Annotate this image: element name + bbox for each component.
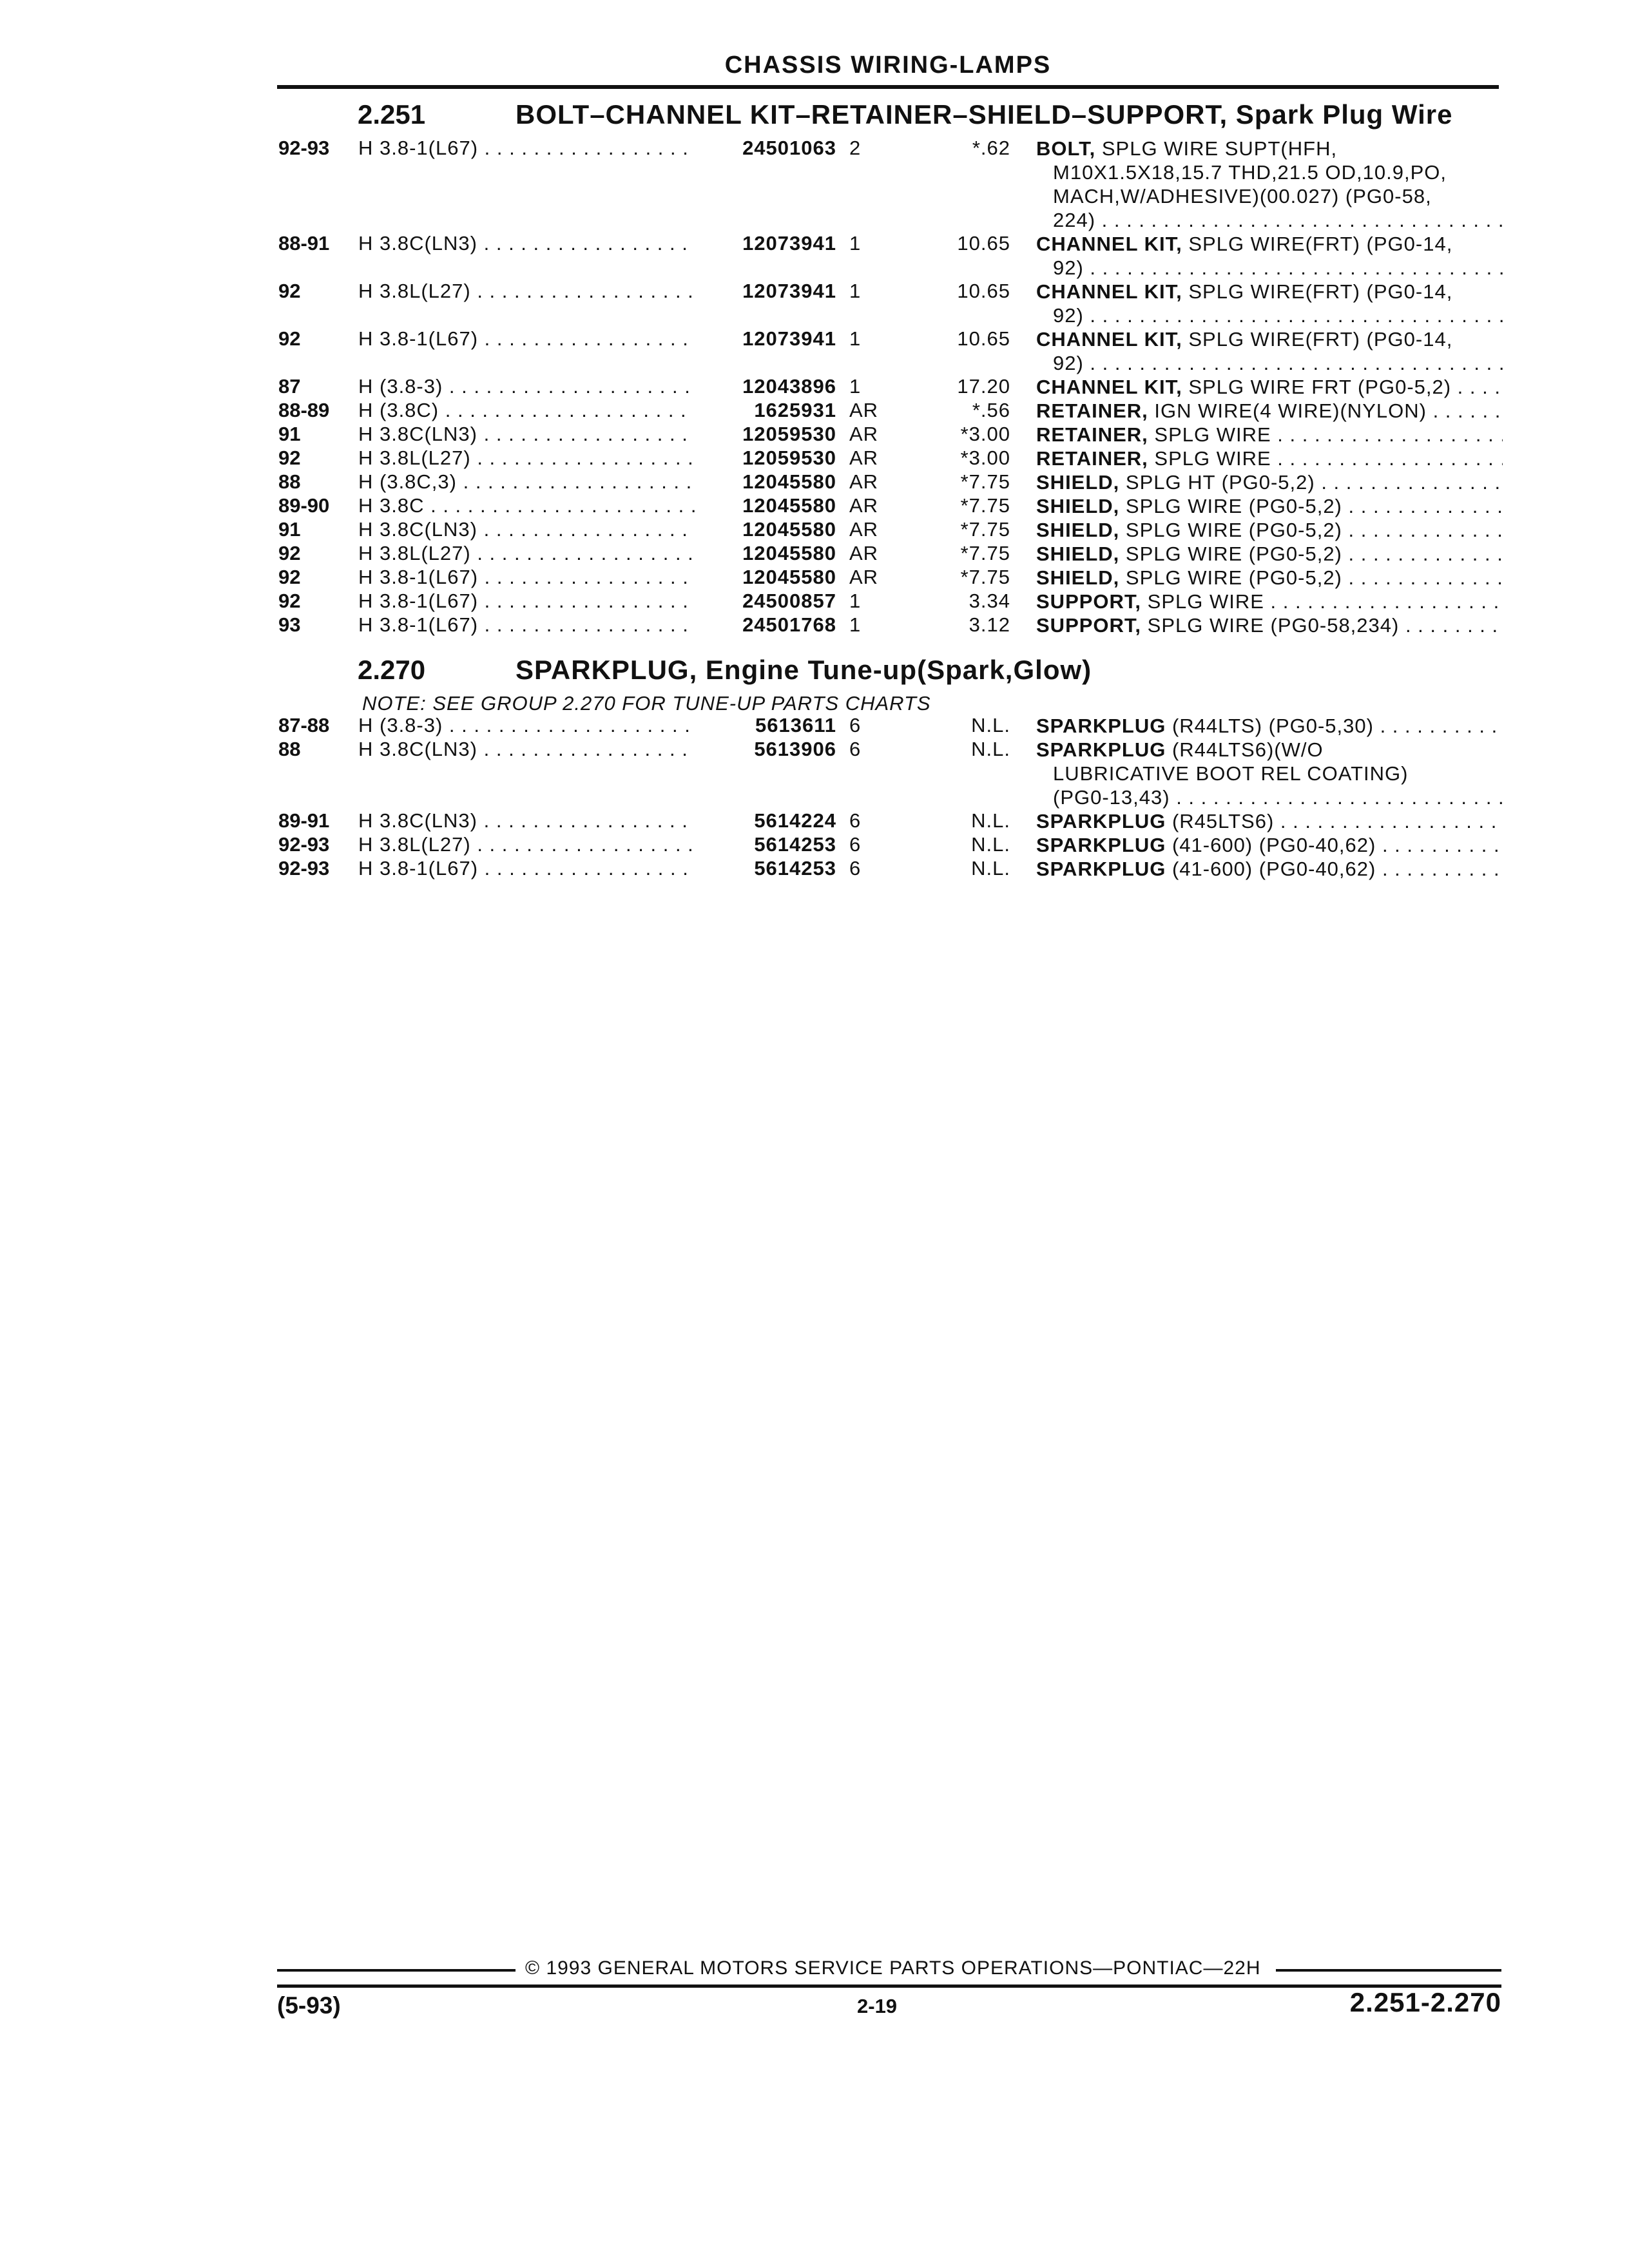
price-cell: 3.12 bbox=[969, 613, 1010, 636]
price-cell: N.L. bbox=[971, 833, 1010, 856]
part-number-cell: 12059530 bbox=[742, 447, 836, 469]
description-line bbox=[1036, 809, 1503, 833]
description-text: LUBRICATIVE BOOT REL COATING) bbox=[1053, 762, 1409, 785]
description-line bbox=[1036, 857, 1503, 881]
description-line bbox=[1036, 470, 1503, 494]
description-line bbox=[1036, 494, 1503, 518]
part-name: SHIELD, bbox=[1036, 566, 1120, 589]
description-line bbox=[1036, 762, 1503, 785]
year-cell: 92 bbox=[278, 327, 301, 350]
description-line bbox=[1036, 184, 1503, 208]
part-number-cell: 12059530 bbox=[742, 423, 836, 445]
description-line bbox=[1036, 303, 1503, 327]
application-cell: H (3.8C,3) . . . bbox=[358, 470, 695, 494]
description-line bbox=[1036, 137, 1503, 160]
description-line bbox=[1036, 714, 1503, 738]
description-line bbox=[1036, 232, 1503, 256]
description-line bbox=[1036, 447, 1503, 470]
quantity-cell: AR bbox=[849, 494, 879, 517]
quantity-cell: AR bbox=[849, 423, 879, 445]
table-row bbox=[0, 613, 1629, 638]
description-cell bbox=[1036, 590, 1503, 613]
year-cell: 92 bbox=[278, 447, 301, 469]
year-cell: 89-90 bbox=[278, 494, 330, 517]
description-cell bbox=[1036, 518, 1503, 542]
section-note: NOTE: SEE GROUP 2.270 FOR TUNE-UP PARTS CHARTS bbox=[362, 692, 931, 715]
description-text: SPLG WIRE(FRT) (PG0-14, bbox=[1188, 328, 1453, 351]
price-cell: 10.65 bbox=[957, 232, 1010, 255]
part-number-cell: 24501768 bbox=[742, 613, 836, 636]
description-line bbox=[1036, 738, 1503, 762]
application-cell: H 3.8L(L27) . . . bbox=[358, 833, 695, 856]
price-cell: *.62 bbox=[972, 137, 1010, 159]
application-cell: H 3.8-1(L67) . . . bbox=[358, 590, 695, 613]
footer-rule-left bbox=[277, 1969, 516, 1972]
price-cell: *7.75 bbox=[960, 542, 1010, 564]
section-title: SPARKPLUG, Engine Tune-up(Spark,Glow) bbox=[516, 655, 1092, 685]
application-cell: H 3.8C(LN3) . . . bbox=[358, 738, 695, 761]
description-cell bbox=[1036, 232, 1503, 280]
table-row bbox=[0, 423, 1629, 447]
table-row bbox=[0, 566, 1629, 590]
part-number-cell: 12045580 bbox=[742, 566, 836, 588]
application-cell: H 3.8C(LN3) . . . bbox=[358, 232, 695, 255]
quantity-cell: 1 bbox=[849, 590, 862, 612]
description-line bbox=[1036, 327, 1503, 351]
description-text: SPLG WIRE FRT (PG0-5,2) bbox=[1188, 376, 1452, 398]
description-text: M10X1.5X18,15.7 THD,21.5 OD,10.9,PO, bbox=[1053, 161, 1447, 184]
part-name: BOLT, bbox=[1036, 137, 1096, 160]
quantity-cell: AR bbox=[849, 399, 879, 421]
quantity-cell: AR bbox=[849, 518, 879, 541]
application-cell: H 3.8-1(L67) . . . bbox=[358, 613, 695, 637]
quantity-cell: 1 bbox=[849, 375, 862, 398]
description-cell bbox=[1036, 833, 1503, 857]
quantity-cell: 6 bbox=[849, 809, 862, 832]
part-name: SPARKPLUG bbox=[1036, 738, 1166, 761]
part-name: CHANNEL KIT, bbox=[1036, 328, 1182, 351]
year-cell: 91 bbox=[278, 423, 301, 445]
part-name: CHANNEL KIT, bbox=[1036, 233, 1182, 255]
description-cell bbox=[1036, 738, 1503, 809]
description-text: SPLG WIRE (PG0-5,2) bbox=[1125, 495, 1342, 517]
table-row bbox=[0, 327, 1629, 374]
table-row bbox=[0, 542, 1629, 566]
year-cell: 88 bbox=[278, 470, 301, 493]
description-text: SPLG WIRE (PG0-5,2) bbox=[1125, 543, 1342, 565]
section-title: BOLT–CHANNEL KIT–RETAINER–SHIELD–SUPPORT, Spark Plug Wire bbox=[516, 99, 1453, 130]
section-heading-2-270 bbox=[0, 652, 1629, 689]
quantity-cell: 6 bbox=[849, 714, 862, 736]
quantity-cell: 1 bbox=[849, 327, 862, 350]
year-cell: 88-89 bbox=[278, 399, 330, 421]
description-text: 92) bbox=[1053, 256, 1084, 279]
part-name: SUPPORT, bbox=[1036, 614, 1142, 637]
header-rule bbox=[277, 85, 1499, 89]
part-name: SHIELD, bbox=[1036, 543, 1120, 565]
application-cell: H 3.8L(L27) . . . bbox=[358, 447, 695, 470]
description-line bbox=[1036, 280, 1503, 303]
table-row bbox=[0, 137, 1629, 231]
price-cell: *3.00 bbox=[960, 423, 1010, 445]
section-number: 2.251 bbox=[358, 99, 426, 130]
table-row bbox=[0, 518, 1629, 543]
page-title: CHASSIS WIRING-LAMPS bbox=[724, 52, 1052, 79]
description-line bbox=[1036, 566, 1503, 590]
part-name: SPARKPLUG bbox=[1036, 858, 1166, 880]
description-cell bbox=[1036, 137, 1503, 232]
table-row bbox=[0, 280, 1629, 327]
application-cell: H 3.8L(L27) . . . bbox=[358, 280, 695, 303]
price-cell: *7.75 bbox=[960, 566, 1010, 588]
year-cell: 92-93 bbox=[278, 833, 330, 856]
part-name: SHIELD, bbox=[1036, 495, 1120, 517]
part-number-cell: 12045580 bbox=[742, 470, 836, 493]
year-cell: 92 bbox=[278, 542, 301, 564]
application-cell: H 3.8-1(L67) . . . bbox=[358, 327, 695, 351]
copyright-notice: © 1993 GENERAL MOTORS SERVICE PARTS OPERATIONS—PONTIAC—22H bbox=[525, 1957, 1261, 1979]
section-number: 2.270 bbox=[358, 655, 426, 685]
year-cell: 91 bbox=[278, 518, 301, 541]
table-row bbox=[0, 494, 1629, 519]
part-name: SHIELD, bbox=[1036, 471, 1120, 494]
description-line bbox=[1036, 518, 1503, 542]
description-cell bbox=[1036, 447, 1503, 470]
part-number-cell: 12073941 bbox=[742, 327, 836, 350]
part-number-cell: 1625931 bbox=[754, 399, 836, 421]
description-text: (41-600) (PG0-40,62) bbox=[1171, 834, 1376, 856]
description-line bbox=[1036, 256, 1503, 280]
part-number-cell: 5613611 bbox=[755, 714, 836, 736]
quantity-cell: AR bbox=[849, 542, 879, 564]
price-cell: *3.00 bbox=[960, 447, 1010, 469]
application-cell: H 3.8L(L27) . . . bbox=[358, 542, 695, 565]
application-cell: H 3.8-1(L67) . . . bbox=[358, 566, 695, 589]
description-text: SPLG WIRE (PG0-5,2) bbox=[1125, 519, 1342, 541]
quantity-cell: 1 bbox=[849, 280, 862, 302]
part-number-cell: 24501063 bbox=[742, 137, 836, 159]
description-cell bbox=[1036, 399, 1503, 423]
year-cell: 88-91 bbox=[278, 232, 330, 255]
year-cell: 87-88 bbox=[278, 714, 330, 736]
description-cell bbox=[1036, 542, 1503, 566]
quantity-cell: 1 bbox=[849, 613, 862, 636]
year-cell: 93 bbox=[278, 613, 301, 636]
price-cell: *7.75 bbox=[960, 470, 1010, 493]
description-cell bbox=[1036, 280, 1503, 327]
description-line bbox=[1036, 785, 1503, 809]
description-text: SPLG WIRE(FRT) (PG0-14, bbox=[1188, 233, 1453, 255]
description-text: 224) bbox=[1053, 209, 1096, 231]
year-cell: 92 bbox=[278, 590, 301, 612]
description-line bbox=[1036, 208, 1503, 232]
table-row bbox=[0, 447, 1629, 471]
table-row bbox=[0, 714, 1629, 738]
quantity-cell: AR bbox=[849, 566, 879, 588]
price-cell: 3.34 bbox=[969, 590, 1010, 612]
description-text: SPLG WIRE (PG0-5,2) bbox=[1125, 566, 1342, 589]
part-number-cell: 5613906 bbox=[754, 738, 836, 760]
price-cell: N.L. bbox=[971, 738, 1010, 760]
part-name: SHIELD, bbox=[1036, 519, 1120, 541]
part-number-cell: 12073941 bbox=[742, 232, 836, 255]
description-text: 92) bbox=[1053, 352, 1084, 374]
price-cell: N.L. bbox=[971, 714, 1010, 736]
description-cell bbox=[1036, 423, 1503, 447]
part-name: SPARKPLUG bbox=[1036, 810, 1166, 832]
description-text: MACH,W/ADHESIVE)(00.027) (PG0-58, bbox=[1053, 185, 1432, 207]
application-cell: H (3.8C) . . . bbox=[358, 399, 695, 422]
part-number-cell: 5614253 bbox=[754, 833, 836, 856]
description-text: (R44LTS) (PG0-5,30) bbox=[1171, 715, 1374, 737]
price-cell: 17.20 bbox=[957, 375, 1010, 398]
year-cell: 89-91 bbox=[278, 809, 330, 832]
revision-date: (5-93) bbox=[277, 1992, 341, 2019]
quantity-cell: 6 bbox=[849, 738, 862, 760]
price-cell: *7.75 bbox=[960, 518, 1010, 541]
description-line bbox=[1036, 423, 1503, 447]
description-text: IGN WIRE(4 WIRE)(NYLON) bbox=[1154, 399, 1427, 422]
part-name: SPARKPLUG bbox=[1036, 715, 1166, 737]
part-name: RETAINER, bbox=[1036, 399, 1148, 422]
part-name: RETAINER, bbox=[1036, 423, 1148, 446]
description-text: SPLG WIRE (PG0-58,234) bbox=[1147, 614, 1400, 637]
part-number-cell: 12045580 bbox=[742, 494, 836, 517]
application-cell: H 3.8C(LN3) . . . bbox=[358, 423, 695, 446]
quantity-cell: 6 bbox=[849, 833, 862, 856]
price-cell: 10.65 bbox=[957, 280, 1010, 302]
description-cell bbox=[1036, 494, 1503, 518]
description-line bbox=[1036, 590, 1503, 613]
application-cell: H 3.8C(LN3) . . . bbox=[358, 518, 695, 541]
description-text: SPLG WIRE bbox=[1154, 447, 1271, 470]
application-cell: H 3.8C . . . bbox=[358, 494, 695, 517]
quantity-cell: 1 bbox=[849, 232, 862, 255]
application-cell: H 3.8-1(L67) . . . bbox=[358, 857, 695, 880]
footer-rule bbox=[277, 1984, 1501, 1988]
description-text: SPLG HT (PG0-5,2) bbox=[1125, 471, 1315, 494]
description-text: (PG0-13,43) bbox=[1053, 786, 1170, 809]
price-cell: *7.75 bbox=[960, 494, 1010, 517]
year-cell: 87 bbox=[278, 375, 301, 398]
description-text: SPLG WIRE bbox=[1147, 590, 1264, 613]
table-row bbox=[0, 232, 1629, 279]
year-cell: 92 bbox=[278, 566, 301, 588]
description-text: (R44LTS6)(W/O bbox=[1171, 738, 1324, 761]
section-heading-2-251 bbox=[0, 97, 1629, 134]
description-text: (R45LTS6) bbox=[1171, 810, 1275, 832]
description-line bbox=[1036, 375, 1503, 399]
page-footer bbox=[277, 1956, 1501, 2033]
section-range: 2.251-2.270 bbox=[1349, 1987, 1501, 2017]
table-row bbox=[0, 590, 1629, 614]
description-cell bbox=[1036, 470, 1503, 494]
part-name: CHANNEL KIT, bbox=[1036, 280, 1182, 303]
description-cell bbox=[1036, 375, 1503, 399]
quantity-cell: 2 bbox=[849, 137, 862, 159]
page-number: 2-19 bbox=[857, 1995, 898, 2017]
price-cell: N.L. bbox=[971, 809, 1010, 832]
description-text: SPLG WIRE SUPT(HFH, bbox=[1101, 137, 1338, 160]
description-text: 92) bbox=[1053, 304, 1084, 327]
footer-rule-right bbox=[1276, 1969, 1501, 1972]
table-row bbox=[0, 857, 1629, 881]
description-line bbox=[1036, 833, 1503, 857]
page-header bbox=[277, 46, 1499, 89]
description-cell bbox=[1036, 809, 1503, 833]
part-number-cell: 12043896 bbox=[742, 375, 836, 398]
description-line bbox=[1036, 351, 1503, 375]
table-row bbox=[0, 738, 1629, 809]
price-cell: *.56 bbox=[972, 399, 1010, 421]
description-cell bbox=[1036, 613, 1503, 637]
part-number-cell: 5614224 bbox=[754, 809, 836, 832]
part-number-cell: 5614253 bbox=[754, 857, 836, 879]
price-cell: N.L. bbox=[971, 857, 1010, 879]
application-cell: H (3.8-3) . . . bbox=[358, 714, 695, 737]
quantity-cell: 6 bbox=[849, 857, 862, 879]
description-line bbox=[1036, 542, 1503, 566]
part-number-cell: 12073941 bbox=[742, 280, 836, 302]
description-cell bbox=[1036, 857, 1503, 881]
description-cell bbox=[1036, 714, 1503, 738]
year-cell: 92-93 bbox=[278, 857, 330, 879]
description-line bbox=[1036, 399, 1503, 423]
table-row bbox=[0, 809, 1629, 834]
quantity-cell: AR bbox=[849, 470, 879, 493]
description-line bbox=[1036, 613, 1503, 637]
year-cell: 92 bbox=[278, 280, 301, 302]
table-row bbox=[0, 470, 1629, 495]
year-cell: 92-93 bbox=[278, 137, 330, 159]
application-cell: H 3.8C(LN3) . . . bbox=[358, 809, 695, 832]
part-name: CHANNEL KIT, bbox=[1036, 376, 1182, 398]
part-name: SUPPORT, bbox=[1036, 590, 1142, 613]
description-line bbox=[1036, 160, 1503, 184]
quantity-cell: AR bbox=[849, 447, 879, 469]
year-cell: 88 bbox=[278, 738, 301, 760]
table-row bbox=[0, 399, 1629, 423]
table-row bbox=[0, 833, 1629, 858]
application-cell: H 3.8-1(L67) . . . bbox=[358, 137, 695, 160]
table-row bbox=[0, 375, 1629, 399]
description-text: SPLG WIRE(FRT) (PG0-14, bbox=[1188, 280, 1453, 303]
application-cell: H (3.8-3) . . . bbox=[358, 375, 695, 398]
part-number-cell: 12045580 bbox=[742, 518, 836, 541]
part-name: RETAINER, bbox=[1036, 447, 1148, 470]
description-cell bbox=[1036, 327, 1503, 375]
part-name: SPARKPLUG bbox=[1036, 834, 1166, 856]
part-number-cell: 12045580 bbox=[742, 542, 836, 564]
description-text: SPLG WIRE bbox=[1154, 423, 1271, 446]
price-cell: 10.65 bbox=[957, 327, 1010, 350]
part-number-cell: 24500857 bbox=[742, 590, 836, 612]
description-text: (41-600) (PG0-40,62) bbox=[1171, 858, 1376, 880]
description-cell bbox=[1036, 566, 1503, 590]
